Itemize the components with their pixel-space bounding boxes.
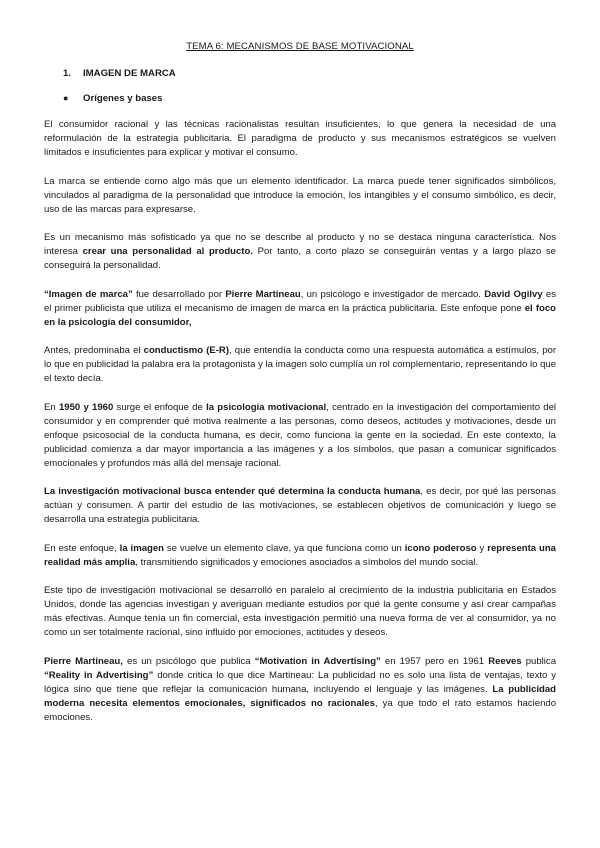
text-run: En este enfoque,: [44, 542, 120, 554]
section-label: IMAGEN DE MARCA: [83, 68, 176, 79]
text-run: Por tanto, a corto plazo se conseguirán ventas y a largo plazo se conseguirá la personalidad.: [44, 246, 556, 271]
bold-run: 1950 y 1960: [58, 401, 114, 413]
paragraph-9: [44, 584, 556, 640]
bold-run: representa una realidad más amplia: [44, 542, 556, 568]
bold-run: icono poderoso: [404, 542, 477, 554]
text-run: , un psicólogo e investigador de mercado.: [300, 288, 485, 300]
text-run: surge el enfoque de: [113, 401, 207, 413]
text-run: , ya que todo el rato estamos haciendo emociones.: [44, 697, 557, 723]
bold-run: “Imagen de marca”: [44, 288, 133, 300]
text-run: Antes, predominaba el: [44, 345, 144, 356]
bold-run: La investigación motivacional busca entender qué determina la conducta humana: [44, 486, 421, 497]
subsection-heading: [63, 93, 556, 104]
subsection-label: Orígenes y bases: [83, 93, 163, 104]
bold-run: Pierre Martineau,: [44, 655, 123, 667]
bold-run: Reeves: [488, 655, 522, 667]
text-run: donde critica lo que dice Martineau: La publicidad no es solo una lista de ventajas, texto y lógica sino que tiene que reflejar la comunicación humana, incluyendo el lenguaje y las imágenes.: [44, 669, 556, 695]
text-run: publica: [521, 655, 557, 667]
paragraph-4: [44, 288, 556, 330]
paragraph-10: [44, 655, 556, 725]
bold-run: la psicología motivacional: [206, 401, 327, 413]
paragraph-1: [44, 118, 556, 160]
text-run: Es un mecanismo más sofisticado ya que no se describe al producto y no se destaca ninguna característica. Nos interesa: [44, 232, 556, 257]
bold-run: conductismo (E-R): [143, 345, 230, 356]
bold-run: Pierre Martineau: [225, 288, 301, 300]
text-run: Este tipo de investigación motivacional se desarrolló en paralelo al crecimiento de la industria publicitaria en Estados Unidos, donde las agencias investigan y averiguan mediante estudios por qué la gente consume y así crear campañas más efectivas. Aunque tenía un fin comercial, esta investigación permitió una nueva forma de ver al consumidor, ya no como un ser totalmente racional, sino influido por emociones, actitudes y deseos.: [44, 585, 556, 638]
text-run: En: [44, 401, 59, 413]
paragraph-7: [44, 485, 556, 527]
bold-run: “Motivation in Advertising”: [254, 655, 381, 667]
section-number: 1.: [63, 68, 72, 79]
paragraph-6: [44, 401, 556, 471]
bold-run: David Ogilvy: [484, 288, 543, 300]
bold-run: La publicidad moderna necesita elementos emocionales, significados no racionales: [44, 683, 557, 709]
bold-run: “Reality in Advertising”: [44, 669, 154, 681]
text-run: La marca se entiende como algo más que un elemento identificador. La marca puede tener significados simbólicos, vinculados al paradigma de la personalidad que introduce la emoción, los intangibles y el consumo simbólico, es decir, uso de las marcas para expresarse.: [44, 175, 556, 215]
text-run: El consumidor racional y las técnicas racionalistas resultan insuficientes, lo que genera la necesidad de una reformulación de la estrategia publicitaria. El paradigma de producto y sus mecanismos estratégicos se vuelven limitados e insuficientes para explicar y motivar el consumo.: [44, 119, 556, 158]
text-run: se vuelve un elemento clave, ya que funciona como un: [163, 542, 405, 554]
paragraph-2: [44, 175, 556, 217]
text-run: fue desarrollado por: [132, 288, 226, 300]
text-run: , transmitiendo significados y emociones asociados a símbolos del mundo social.: [135, 556, 479, 568]
bullet-icon: ●: [63, 93, 69, 103]
paragraph-3: [44, 231, 556, 273]
document-title: TEMA 6: MECANISMOS DE BASE MOTIVACIONAL: [186, 41, 414, 52]
text-run: es el primer publicista que utiliza el mecanismo de imagen de marca en la práctica publicitaria. Este enfoque pone: [44, 288, 556, 314]
text-run: y: [476, 542, 488, 554]
text-run: , que entendía la conducta como una respuesta automática a estímulos, por lo que en publicidad la palabra era la protagonista y la imagen solo cumplía un rol complementario, representando lo que el texto decía.: [44, 345, 557, 384]
text-run: en 1957 pero en 1961: [380, 655, 489, 667]
bold-run: la imagen: [119, 542, 164, 554]
text-run: , centrado en la investigación del comportamiento del consumidor y en comprender qué motiva realmente a las personas, como deseos, actitudes y motivaciones, desde un enfoque psicosocial de la conducta humana, es decir, como funciona la gente en la sociedad. En este contexto, la publicidad comienza a dar mayor importancia a las imágenes y a los símbolos, que pasan a comunicar significados emocionales y profundos más allá del mensaje racional.: [44, 401, 557, 469]
paragraph-5: [44, 344, 556, 386]
text-run: es un psicólogo que publica: [122, 655, 255, 667]
bold-run: crear una personalidad al producto.: [82, 246, 253, 257]
paragraph-8: [44, 542, 556, 570]
section-heading: [63, 68, 556, 79]
text-run: , es decir, por qué las personas actúan y consumen. A partir del estudio de las motivaciones, se establecen objetivos de comunicación y luego se desarrolla una estrategia publicitaria.: [44, 486, 556, 525]
bold-run: el foco en la psicología del consumidor,: [44, 302, 556, 328]
